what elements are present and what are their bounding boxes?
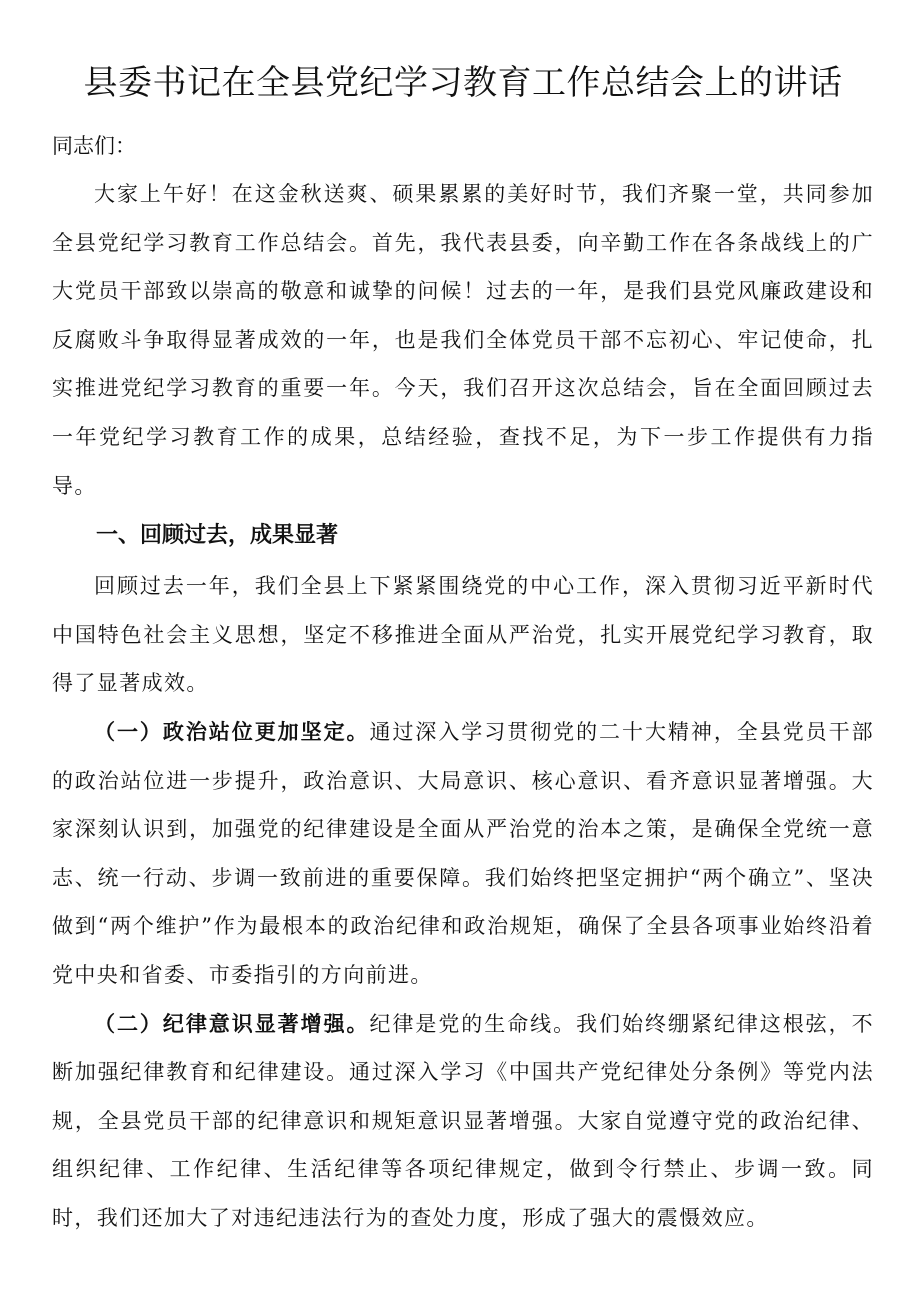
section-heading: 一、回顾过去，成果显著 (96, 523, 339, 549)
section-summary-paragraph: 回顾过去一年，我们全县上下紧紧围绕党的中心工作，深入贯彻习近平新时代中国特色社会主义思想，坚定不移推进全面从严治党，扎实开展党纪学习教育，取得了显著成效。 (52, 574, 874, 696)
point-paragraph-1 (52, 708, 874, 1000)
point-body-1: 通过深入学习贯彻党的二十大精神，全县党员干部的政治站位进一步提升，政治意识、大局意识、核心意识、看齐意识显著增强。大家深刻认识到，加强党的纪律建设是全面从严治党的治本之策，是确保全党统一意志、统一行动、步调一致前进的重要保障。我们始终把坚定拥护“两个确立”、坚决做到“两个维护”作为最根本的政治纪律和政治规矩，确保了全县各项事业始终沿着党中央和省委、市委指引的方向前进。 (52, 719, 874, 987)
document-title: 县委书记在全县党纪学习教育工作总结会上的讲话 (83, 63, 843, 103)
point-lead-2: （二）纪律意识显著增强。 (94, 1010, 370, 1036)
intro-paragraph: 大家上午好！在这金秋送爽、硕果累累的美好时节，我们齐聚一堂，共同参加全县党纪学习教育工作总结会。首先，我代表县委，向辛勤工作在各条战线上的广大党员干部致以崇高的敬意和诚挚的问候！过去的一年，是我们县党风廉政建设和反腐败斗争取得显著成效的一年，也是我们全体党员干部不忘初心、牢记使命，扎实推进党纪学习教育的重要一年。今天，我们召开这次总结会，旨在全面回顾过去一年党纪学习教育工作的成果，总结经验，查找不足，为下一步工作提供有力指导。 (52, 182, 874, 498)
point-body-2: 纪律是党的生命线。我们始终绷紧纪律这根弦，不断加强纪律教育和纪律建设。通过深入学习《中国共产党纪律处分条例》等党内法规，全县党员干部的纪律意识和规矩意识显著增强。大家自觉遵守党的政治纪律、组织纪律、工作纪律、生活纪律等各项纪律规定，做到令行禁止、步调一致。同时，我们还加大了对违纪违法行为的查处力度，形成了强大的震慑效应。 (52, 1011, 874, 1230)
salutation: 同志们： (52, 134, 136, 158)
point-paragraph-2 (52, 1000, 874, 1243)
point-lead-1: （一）政治站位更加坚定。 (94, 718, 370, 744)
